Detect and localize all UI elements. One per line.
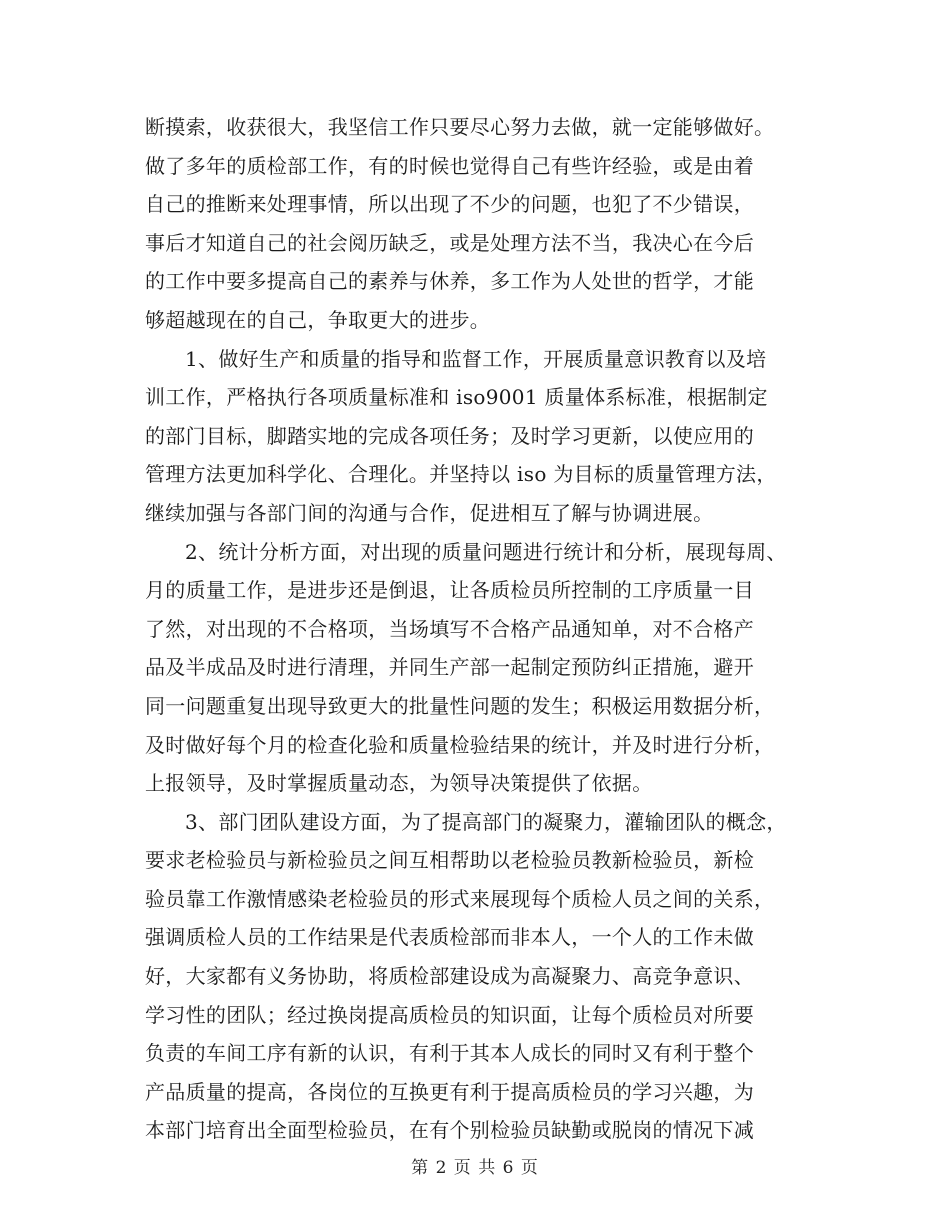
text-line: 的工作中要多提高自己的素养与休养，多工作为人处世的哲学，才能	[145, 269, 754, 294]
text-line: 学习性的团队；经过换岗提高质检员的知识面，让每个质检员对所要	[145, 1002, 754, 1027]
text-line: 强调质检人员的工作结果是代表质检部而非本人，一个人的工作未做	[145, 925, 754, 950]
paragraph-2-first-line: 2、统计分析方面，对出现的质量问题进行统计和分析，展现每周、	[185, 539, 787, 564]
text-line: 继续加强与各部门间的沟通与合作，促进相互了解与协调进展。	[145, 500, 714, 525]
text-line: 的部门目标，脚踏实地的完成各项任务；及时学习更新，以使应用的	[145, 423, 754, 448]
text-line: 本部门培育出全面型检验员，在有个别检验员缺勤或脱岗的情况下减	[145, 1118, 754, 1143]
text-line: 了然，对出现的不合格项，当场填写不合格产品通知单，对不合格产	[145, 616, 754, 641]
text-line: 做了多年的质检部工作，有的时候也觉得自己有些许经验，或是由着	[145, 153, 754, 178]
text-line: 管理方法更加科学化、合理化。并坚持以 iso 为目标的质量管理方法，	[145, 462, 777, 487]
text-line: 好，大家都有义务协助，将质检部建设成为高凝聚力、高竞争意识、	[145, 964, 754, 989]
text-line: 要求老检验员与新检验员之间互相帮助以老检验员教新检验员，新检	[145, 848, 754, 873]
text-line: 品及半成品及时进行清理，并同生产部一起制定预防纠正措施，避开	[145, 655, 754, 680]
text-line: 事后才知道自己的社会阅历缺乏，或是处理方法不当，我决心在今后	[145, 230, 754, 255]
text-line: 够超越现在的自己，争取更大的进步。	[145, 307, 491, 332]
text-line: 及时做好每个月的检查化验和质量检验结果的统计，并及时进行分析，	[145, 732, 775, 757]
text-line: 验员靠工作激情感染老检验员的形式来展现每个质检人员之间的关系，	[145, 886, 775, 911]
text-line: 训工作，严格执行各项质量标准和 iso9001 质量体系标准，根据制定	[145, 385, 768, 410]
text-line: 断摸索，收获很大，我坚信工作只要尽心努力去做，就一定能够做好。	[145, 115, 775, 139]
page-number-footer: 第 2 页 共 6 页	[411, 1158, 539, 1178]
text-line: 上报领导，及时掌握质量动态，为领导决策提供了依据。	[145, 771, 653, 796]
text-line: 自己的推断来处理事情，所以出现了不少的问题，也犯了不少错误，	[145, 192, 754, 217]
text-line: 产品质量的提高，各岗位的互换更有利于提高质检员的学习兴趣，为	[145, 1079, 754, 1104]
text-line: 月的质量工作，是进步还是倒退，让各质检员所控制的工序质量一目	[145, 578, 754, 603]
paragraph-3-first-line: 3、部门团队建设方面，为了提高部门的凝聚力，灌输团队的概念，	[185, 809, 787, 834]
paragraph-1-first-line: 1、做好生产和质量的指导和监督工作，开展质量意识教育以及培	[185, 346, 767, 371]
text-line: 负责的车间工序有新的认识，有利于其本人成长的同时又有利于整个	[145, 1041, 754, 1066]
text-line: 同一问题重复出现导致更大的批量性问题的发生；积极运用数据分析，	[145, 693, 775, 718]
body-text	[145, 108, 835, 1150]
